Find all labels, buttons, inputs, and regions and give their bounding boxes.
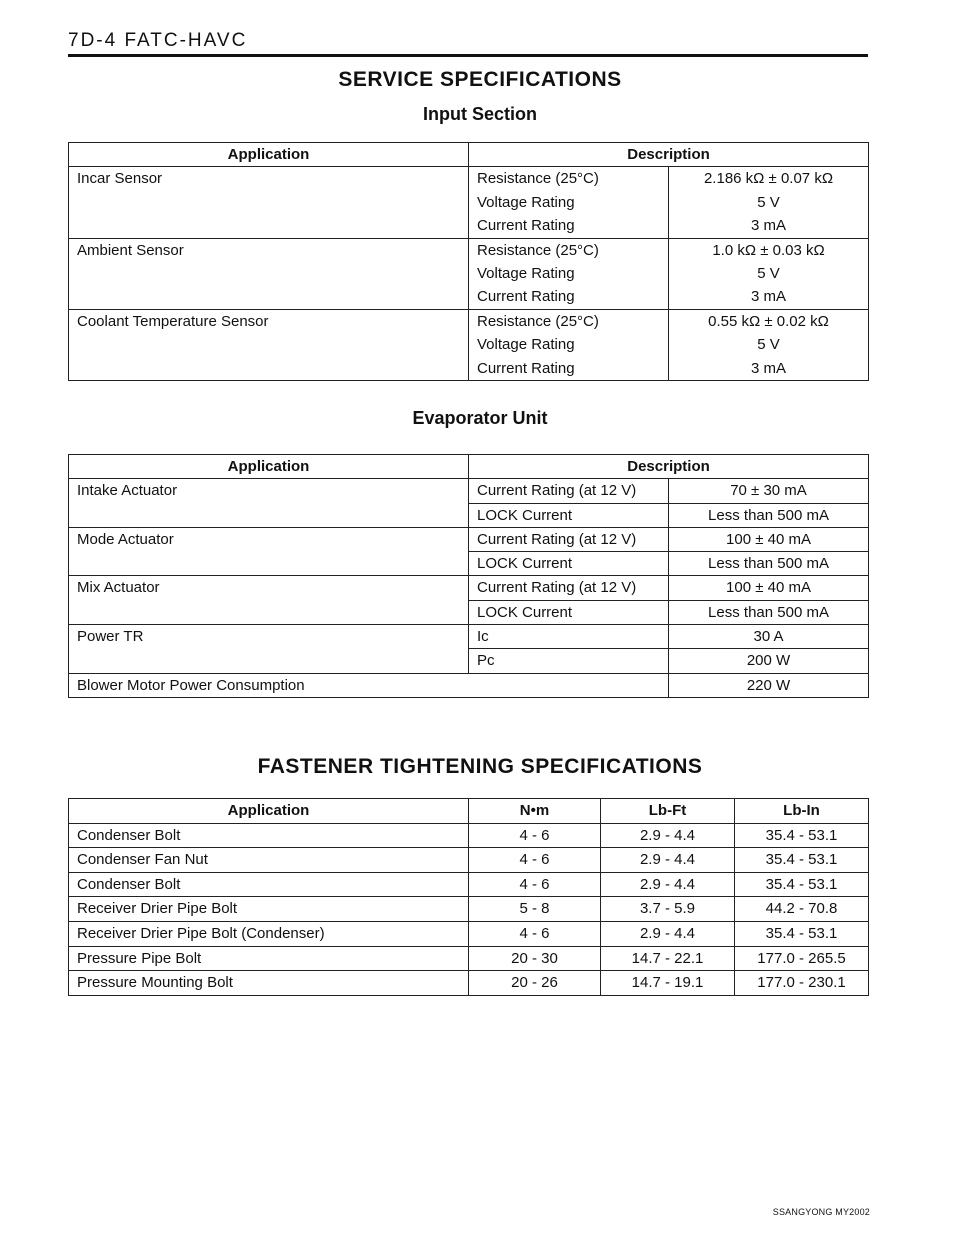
table-header-row xyxy=(69,455,869,479)
col-header-application: Application xyxy=(69,455,469,479)
application-cell: Blower Motor Power Consumption xyxy=(69,673,669,697)
table-header-row xyxy=(69,143,869,167)
table-row xyxy=(69,527,869,551)
spec-label: Pc xyxy=(469,649,669,673)
col-header-application: Application xyxy=(69,143,469,167)
lbft-cell: 2.9 - 4.4 xyxy=(601,823,735,848)
spec-label: LOCK Current xyxy=(469,503,669,527)
col-header-lbft: Lb-Ft xyxy=(601,799,735,824)
spec-value: 5 V xyxy=(669,262,869,285)
lbin-cell: 35.4 - 53.1 xyxy=(735,921,869,946)
nm-cell: 4 - 6 xyxy=(469,848,601,873)
lbin-cell: 177.0 - 265.5 xyxy=(735,946,869,971)
spec-label: Ic xyxy=(469,625,669,649)
nm-cell: 20 - 30 xyxy=(469,946,601,971)
lbft-cell: 3.7 - 5.9 xyxy=(601,897,735,922)
spec-value: 100 ± 40 mA xyxy=(669,576,869,600)
table-row xyxy=(69,673,869,697)
table-row xyxy=(69,946,869,971)
spec-value: 5 V xyxy=(669,191,869,214)
table-row xyxy=(69,309,869,333)
table-row xyxy=(69,238,869,262)
application-cell: Ambient Sensor xyxy=(69,238,469,309)
table-row xyxy=(69,576,869,600)
spec-label: Current Rating xyxy=(469,214,669,238)
application-cell: Mode Actuator xyxy=(69,527,469,576)
spec-value: 200 W xyxy=(669,649,869,673)
input-section-table xyxy=(68,142,869,381)
lbft-cell: 2.9 - 4.4 xyxy=(601,872,735,897)
table-row xyxy=(69,625,869,649)
lbft-cell: 14.7 - 19.1 xyxy=(601,971,735,996)
application-cell: Intake Actuator xyxy=(69,479,469,528)
application-cell: Condenser Fan Nut xyxy=(69,848,469,873)
spec-label: LOCK Current xyxy=(469,552,669,576)
spec-value: Less than 500 mA xyxy=(669,503,869,527)
spec-label: Current Rating xyxy=(469,285,669,309)
spec-value: 100 ± 40 mA xyxy=(669,527,869,551)
input-section-title: Input Section xyxy=(423,104,537,124)
col-header-application: Application xyxy=(69,799,469,824)
page-footer: SSANGYONG MY2002 xyxy=(772,1207,870,1217)
nm-cell: 4 - 6 xyxy=(469,921,601,946)
application-cell: Receiver Drier Pipe Bolt xyxy=(69,897,469,922)
header-rule xyxy=(68,54,868,57)
col-header-description: Description xyxy=(469,455,869,479)
spec-label: Resistance (25°C) xyxy=(469,309,669,333)
spec-value: Less than 500 mA xyxy=(669,600,869,624)
spec-value: 3 mA xyxy=(669,214,869,238)
table-row xyxy=(69,872,869,897)
table-row xyxy=(69,823,869,848)
spec-label: Resistance (25°C) xyxy=(469,238,669,262)
lbin-cell: 44.2 - 70.8 xyxy=(735,897,869,922)
lbft-cell: 2.9 - 4.4 xyxy=(601,921,735,946)
section-header: 7D-4 FATC-HAVC xyxy=(68,30,248,51)
spec-label: Current Rating (at 12 V) xyxy=(469,576,669,600)
lbin-cell: 35.4 - 53.1 xyxy=(735,848,869,873)
spec-label: Resistance (25°C) xyxy=(469,167,669,191)
spec-value: 3 mA xyxy=(669,357,869,381)
table-row xyxy=(69,848,869,873)
spec-value: 5 V xyxy=(669,333,869,356)
spec-value: 220 W xyxy=(669,673,869,697)
col-header-nm: N•m xyxy=(469,799,601,824)
table-header-row xyxy=(69,799,869,824)
spec-value: 0.55 kΩ ± 0.02 kΩ xyxy=(669,309,869,333)
service-specs-title: SERVICE SPECIFICATIONS xyxy=(338,68,622,91)
table-row xyxy=(69,479,869,503)
spec-label: Voltage Rating xyxy=(469,333,669,356)
application-cell: Receiver Drier Pipe Bolt (Condenser) xyxy=(69,921,469,946)
nm-cell: 4 - 6 xyxy=(469,823,601,848)
fastener-table xyxy=(68,798,869,996)
spec-label: LOCK Current xyxy=(469,600,669,624)
spec-value: 30 A xyxy=(669,625,869,649)
application-cell: Incar Sensor xyxy=(69,167,469,238)
application-cell: Power TR xyxy=(69,625,469,674)
spec-value: 1.0 kΩ ± 0.03 kΩ xyxy=(669,238,869,262)
application-cell: Coolant Temperature Sensor xyxy=(69,309,469,380)
spec-value: 70 ± 30 mA xyxy=(669,479,869,503)
lbin-cell: 177.0 - 230.1 xyxy=(735,971,869,996)
application-cell: Pressure Pipe Bolt xyxy=(69,946,469,971)
col-header-lbin: Lb-In xyxy=(735,799,869,824)
evaporator-unit-table xyxy=(68,454,869,698)
spec-label: Current Rating xyxy=(469,357,669,381)
spec-label: Voltage Rating xyxy=(469,191,669,214)
evaporator-unit-title: Evaporator Unit xyxy=(412,408,548,428)
table-row xyxy=(69,897,869,922)
spec-value: Less than 500 mA xyxy=(669,552,869,576)
table-row xyxy=(69,971,869,996)
spec-label: Current Rating (at 12 V) xyxy=(469,527,669,551)
application-cell: Condenser Bolt xyxy=(69,823,469,848)
spec-value: 3 mA xyxy=(669,285,869,309)
nm-cell: 5 - 8 xyxy=(469,897,601,922)
table-row xyxy=(69,921,869,946)
lbin-cell: 35.4 - 53.1 xyxy=(735,872,869,897)
nm-cell: 4 - 6 xyxy=(469,872,601,897)
application-cell: Pressure Mounting Bolt xyxy=(69,971,469,996)
lbft-cell: 14.7 - 22.1 xyxy=(601,946,735,971)
spec-label: Current Rating (at 12 V) xyxy=(469,479,669,503)
nm-cell: 20 - 26 xyxy=(469,971,601,996)
spec-label: Voltage Rating xyxy=(469,262,669,285)
col-header-description: Description xyxy=(469,143,869,167)
table-row xyxy=(69,167,869,191)
spec-value: 2.186 kΩ ± 0.07 kΩ xyxy=(669,167,869,191)
lbin-cell: 35.4 - 53.1 xyxy=(735,823,869,848)
lbft-cell: 2.9 - 4.4 xyxy=(601,848,735,873)
fastener-specs-title: FASTENER TIGHTENING SPECIFICATIONS xyxy=(257,755,703,778)
application-cell: Condenser Bolt xyxy=(69,872,469,897)
application-cell: Mix Actuator xyxy=(69,576,469,625)
